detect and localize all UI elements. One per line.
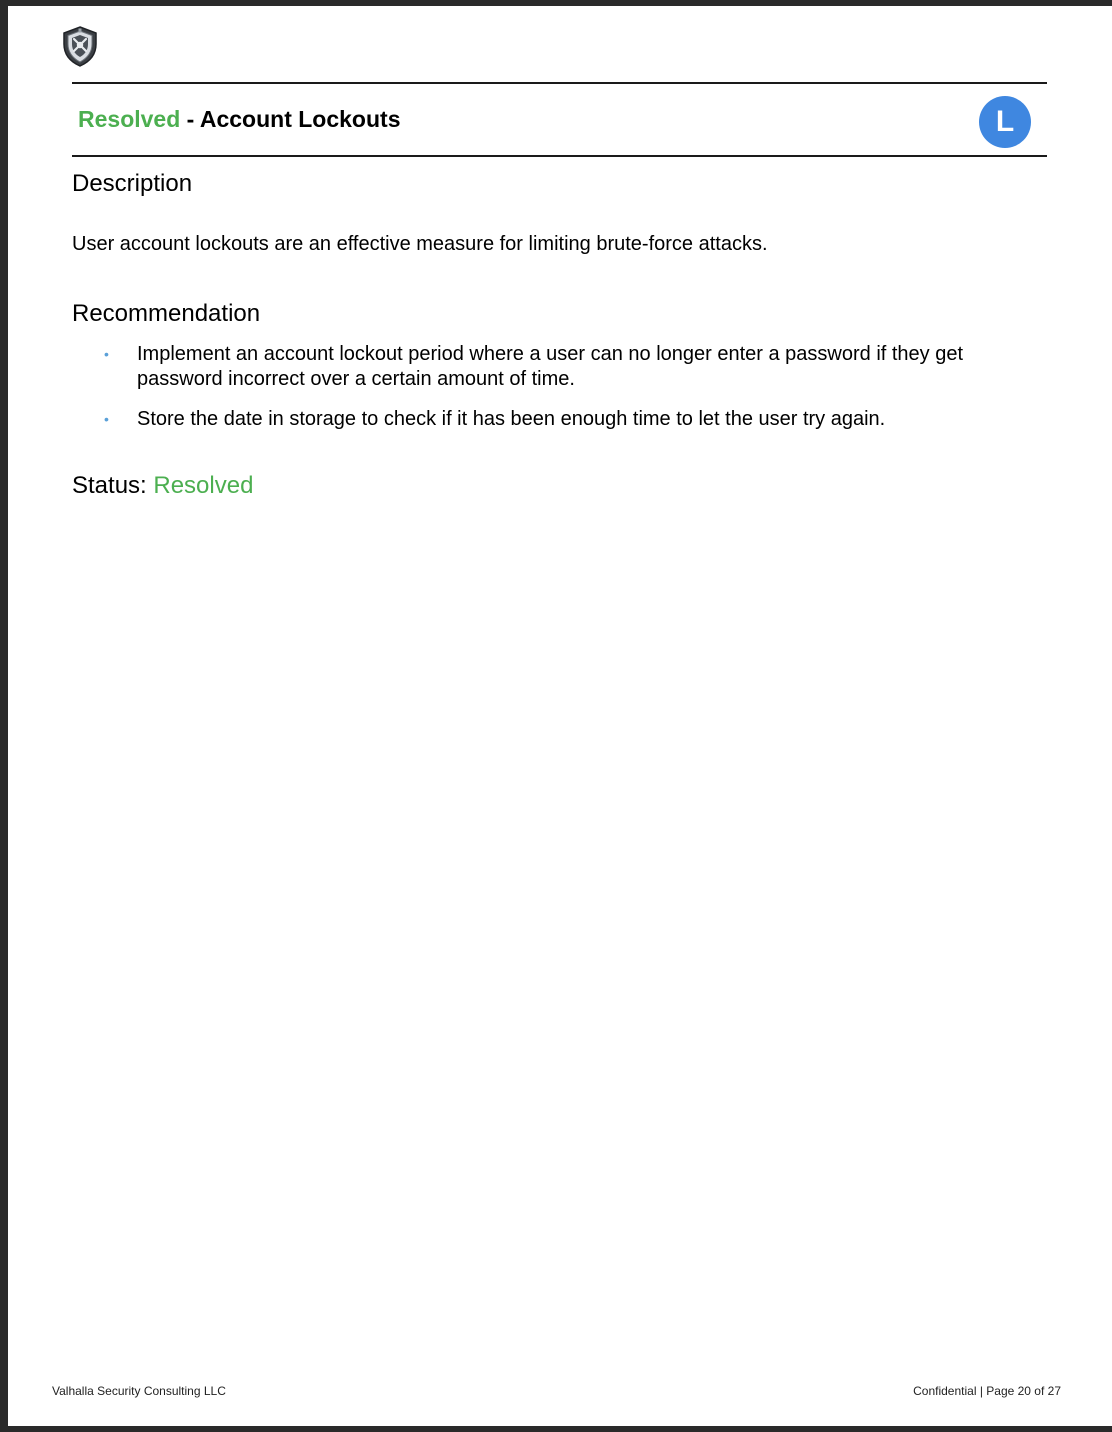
document-page (8, 6, 1112, 1426)
footer-company: Valhalla Security Consulting LLC (52, 1384, 226, 1398)
footer-page-info: Confidential | Page 20 of 27 (913, 1384, 1061, 1398)
status-label: Status: (72, 472, 154, 499)
bullet-dot-icon: • (104, 346, 109, 362)
list-item (72, 342, 1052, 392)
list-item-text: Implement an account lockout period where a user can no longer enter a password if they get password incorrect over a certain amount of time. (137, 343, 964, 390)
recommendation-heading: Recommendation (72, 300, 261, 327)
title-separator: - (180, 106, 200, 132)
header-bottom-rule (72, 155, 1047, 157)
severity-badge: L (979, 96, 1031, 148)
title-status: Resolved (78, 106, 181, 132)
bullet-dot-icon: • (104, 411, 109, 427)
list-item-text: Store the date in storage to check if it has been enough time to let the user try again. (137, 408, 886, 430)
description-text: User account lockouts are an effective measure for limiting brute-force attacks. (72, 233, 768, 255)
header-top-rule (72, 82, 1047, 84)
recommendation-list (72, 342, 1052, 447)
finding-title (78, 106, 400, 133)
list-item (72, 407, 1052, 432)
title-name: Account Lockouts (199, 106, 401, 132)
status-line (72, 472, 253, 500)
shield-crest-icon (58, 24, 102, 68)
description-heading: Description (72, 170, 193, 197)
status-value: Resolved (153, 472, 254, 499)
